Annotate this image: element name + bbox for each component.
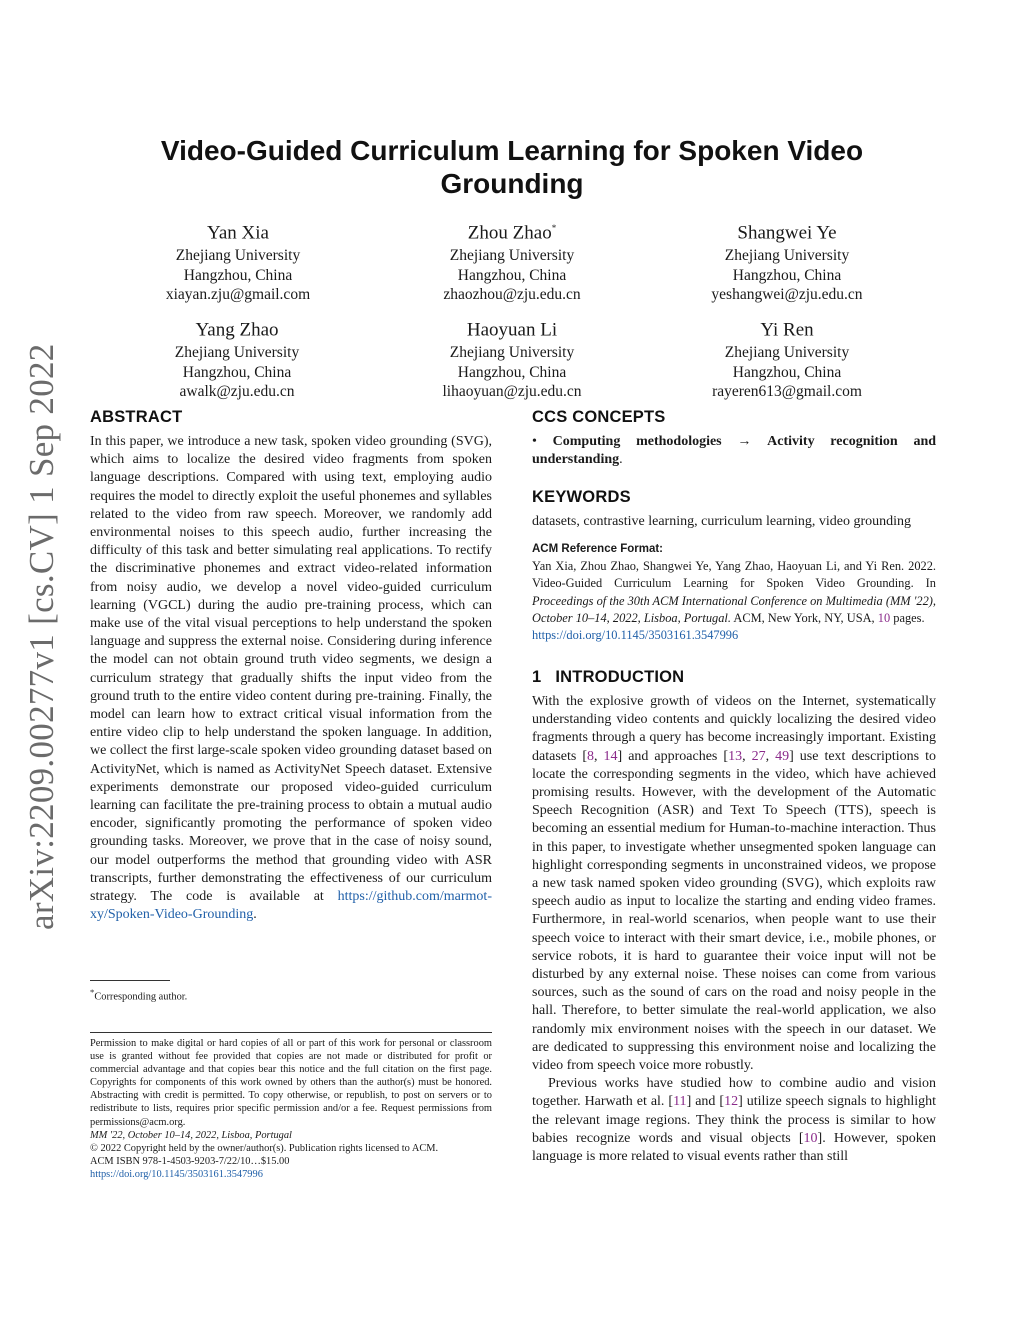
citation[interactable]: 8 — [587, 748, 594, 764]
abstract-text: In this paper, we introduce a new task, spoken video grounding (SVG), which aims to localize the desired video fragments from spoken language descriptions. Compared with using text, employing audio requires the model to directly exploit the useful phonemes and syllables related to the video from raw speech. Moreover, we randomly add environmental noises to this speech audio, further increasing the difficulty of this task and better simulating real applications. To rectify the discriminative phonemes and extract video-related information from noisy audio, we develop a novel video-guided curriculum learning (VGCL) during the audio pre-training process, which can make use of the vital visual perceptions to help understand the spoken language and suppress the external noise. Considering during inference the model can not obtain ground truth video segments, we design a curriculum strategy that gradually shifts the input video from the ground truth to the entire video content during pre-training. Finally, the model can learn how to extract critical visual information from the entire video clip to help understand the spoken language. In addition, we collect the first large-scale spoken video grounding dataset based on ActivityNet, which is named as ActivityNet Speech dataset. Extensive experiments demonstrate our proposed video-guided curriculum learning can facilitate the pre-training process to obtain a mutual audio encoder, significantly promoting the performance of spoken video grounding tasks. Moreover, we prove that in the case of noisy sound, our model outperforms the method that grounding video with ASR transcripts, further demonstrating the effectiveness of our curriculum strategy. The code is available at — [90, 434, 493, 905]
doi-link[interactable]: https://doi.org/10.1145/3503161.3547996 — [90, 1168, 263, 1180]
acm-reference-heading: ACM Reference Format: — [532, 543, 663, 555]
permission-text: Permission to make digital or hard copies of all or part of this work for personal or classroom use is granted without fee provided that copies are not made or distributed for profit or commercial advantage and that copies bear this notice and the full citation on the first page. Copyrights for components of this work owned by others than the author(s) must be honored. Abstracting with credit is permitted. To copy otherwise, or republish, to post on servers or to redistribute to lists, requires prior specific permission and/or a fee. Request permissions from permissions@acm.org. — [90, 1038, 492, 1128]
author-block — [637, 313, 937, 402]
author-name: Yan Xia — [207, 222, 269, 244]
ccs-body: • Computing methodologies → Activity recognition and understanding. — [532, 434, 937, 468]
abstract-heading: ABSTRACT — [90, 408, 183, 426]
author-affiliation: Zhejiang University — [449, 247, 575, 265]
ccs-concept: Computing methodologies — [552, 434, 722, 449]
footnote-divider — [90, 980, 170, 981]
author-location: Hangzhou, China — [457, 363, 567, 381]
isbn-line: ACM ISBN 978-1-4503-9203-7/22/10…$15.00 — [90, 1155, 290, 1167]
citation[interactable]: 10 — [803, 1130, 818, 1146]
citation[interactable]: 11 — [673, 1094, 687, 1110]
author-email[interactable]: yeshangwei@zju.edu.cn — [711, 286, 863, 304]
keywords-text: datasets, contrastive learning, curriculum learning, video grounding — [532, 514, 912, 529]
author-name: Zhou Zhao — [467, 222, 552, 244]
acm-doi-link[interactable]: https://doi.org/10.1145/3503161.3547996 — [532, 628, 739, 643]
section-number: 1 — [532, 668, 542, 686]
intro-body — [532, 693, 936, 1166]
author-email[interactable]: rayeren613@gmail.com — [712, 383, 862, 401]
copyright-line: © 2022 Copyright held by the owner/author(s). Publication rights licensed to ACM. — [90, 1142, 439, 1154]
footnote-text: Corresponding author. — [94, 991, 188, 1003]
permission-block — [90, 1037, 492, 1181]
author-email[interactable]: zhaozhou@zju.edu.cn — [443, 286, 581, 304]
author-affiliation: Zhejiang University — [175, 247, 301, 265]
footnote: *Corresponding author. — [90, 987, 188, 1003]
permission-divider — [90, 1032, 492, 1033]
author-location: Hangzhou, China — [183, 266, 293, 284]
intro-paragraph-2: Previous works have studied how to combine audio and vision together. Harwath et al. [11] and [12] utilize speech signals to highlight the relevant image regions. They think the process is similar to how babies recognize words and visual objects [10]. However, spoken language is more related to visual events rather than still — [532, 1076, 937, 1165]
author-name: Haoyuan Li — [466, 319, 558, 341]
author-block — [87, 313, 387, 402]
citation[interactable]: 12 — [724, 1094, 739, 1110]
ccs-subconcept: Activity recognition and understanding — [532, 434, 937, 468]
author-affiliation: Zhejiang University — [724, 344, 850, 362]
citation[interactable]: 27 — [751, 748, 766, 764]
author-location: Hangzhou, China — [457, 266, 567, 284]
corresponding-mark: * — [551, 223, 557, 233]
citation[interactable]: 13 — [728, 748, 743, 764]
acm-reference: ACM Reference Format: Yan Xia, Zhou Zhao, Shangwei Ye, Yang Zhao, Haoyuan Li, and Yi Ren. 2022. Video-Guided Curriculum Learning for Spoken Video Grounding. In Proceedings of the 30th ACM International Conference on Multimedia (MM '22), October 10–14, 2022, Lisboa, Portugal. ACM, New York, NY, USA, 10 pages. https://doi.org/10.1145/3503161.3547996 — [532, 541, 936, 644]
pages-count[interactable]: 10 — [877, 610, 891, 625]
author-location: Hangzhou, China — [732, 266, 842, 284]
venue-line: MM '22, October 10–14, 2022, Lisboa, Portugal — [90, 1129, 292, 1141]
author-block — [88, 216, 388, 305]
intro-paragraph-1: With the explosive growth of videos on the Internet, systematically understanding video contents and quickly localizing the desired video fragments through a query has become increasingly important. Existing datasets [8, 14] and approaches [13, 27, 49] use text descriptions to locate the corresponding segments in the video, which have achieved promising results. However, with the development of the Automatic Speech Recognition (ASR) and Text To Speech (TTS), speech is becoming an essential medium for Human-to-machine interaction. Thus in this paper, to investigate whether unsegmented spoken language can highlight corresponding segments in unconstrained videos, we propose a new task named spoken video grounding (SVG), which exploits raw speech audio as input to localize the starting and ending video frames. Furthermore, in real-world scenarios, when people want to use their speech voice to interact with their smart device, i.e., mobile phones, or service robots, it is hard to guarantee their voice input will not be disturbed by any external noise. These noises can come from various sources, such as the sound of cars on the road and noisy people in the hall. Therefore, to better simulate the real-world application, we also randomly mix environment noises with the speech in our dataset. We are dedicated to suppressing this environment noise and localizing the video from speech voice more robustly. — [532, 694, 937, 1074]
citation[interactable]: 14 — [603, 748, 618, 764]
keywords-heading: KEYWORDS — [532, 488, 631, 506]
abstract-body: In this paper, we introduce a new task, spoken video grounding (SVG), which aims to localize the desired video fragments from spoken language descriptions. Compared with using text, employing audio requires the model to directly exploit the useful phonemes and syllables related to the video from raw speech. Moreover, we randomly add environmental noises to this speech audio, further increasing the difficulty of this task and better simulating real applications. To rectify the discriminative phonemes and extract video-related information from noisy audio, we develop a novel video-guided curriculum learning (VGCL) during the audio pre-training process, which can make use of the vital visual perceptions to help understand the spoken language and suppress the external noise. Considering during inference the model can not obtain ground truth video segments, we design a curriculum strategy that gradually shifts the input video from the ground truth to the entire video content during pre-training. Finally, the model can learn how to extract critical visual information from the entire video clip to help understand the spoken language. In addition, we collect the first large-scale spoken video grounding dataset based on ActivityNet, which is named as ActivityNet Speech dataset. Extensive experiments demonstrate our proposed video-guided curriculum learning can facilitate the pre-training process to obtain a mutual audio encoder, significantly promoting the performance of spoken video grounding tasks. Moreover, we prove that in the case of noisy sound, our model outperforms the method that grounding video with ASR transcripts, further demonstrating the effectiveness of our curriculum strategy. The code is available at https://github.com/marmot-xy/Spoken-Video-Grounding. — [90, 434, 493, 923]
author-affiliation: Zhejiang University — [724, 247, 850, 265]
author-affiliation: Zhejiang University — [174, 344, 300, 362]
author-affiliation: Zhejiang University — [449, 344, 575, 362]
author-email[interactable]: awalk@zju.edu.cn — [179, 383, 295, 401]
author-email[interactable]: lihaoyuan@zju.edu.cn — [442, 383, 582, 401]
arxiv-identifier: arXiv:2209.00277v1 [cs.CV] 1 Sep 2022 — [22, 343, 61, 930]
intro-heading: 1 INTRODUCTION — [532, 668, 685, 686]
author-name: Shangwei Ye — [737, 222, 837, 244]
author-block — [637, 216, 937, 305]
author-block — [362, 216, 662, 305]
ccs-heading: CCS CONCEPTS — [532, 408, 666, 426]
code-link[interactable]: https://github.com/marmot-xy/Spoken-Video-Grounding — [90, 889, 492, 923]
author-block — [362, 313, 662, 402]
paper-title: Video-Guided Curriculum Learning for Spoken Video Grounding — [160, 135, 864, 199]
author-location: Hangzhou, China — [182, 363, 292, 381]
author-name: Yang Zhao — [195, 319, 279, 341]
citation[interactable]: 49 — [775, 748, 790, 764]
author-name: Yi Ren — [760, 319, 814, 341]
author-email[interactable]: xiayan.zju@gmail.com — [165, 286, 311, 304]
author-location: Hangzhou, China — [732, 363, 842, 381]
